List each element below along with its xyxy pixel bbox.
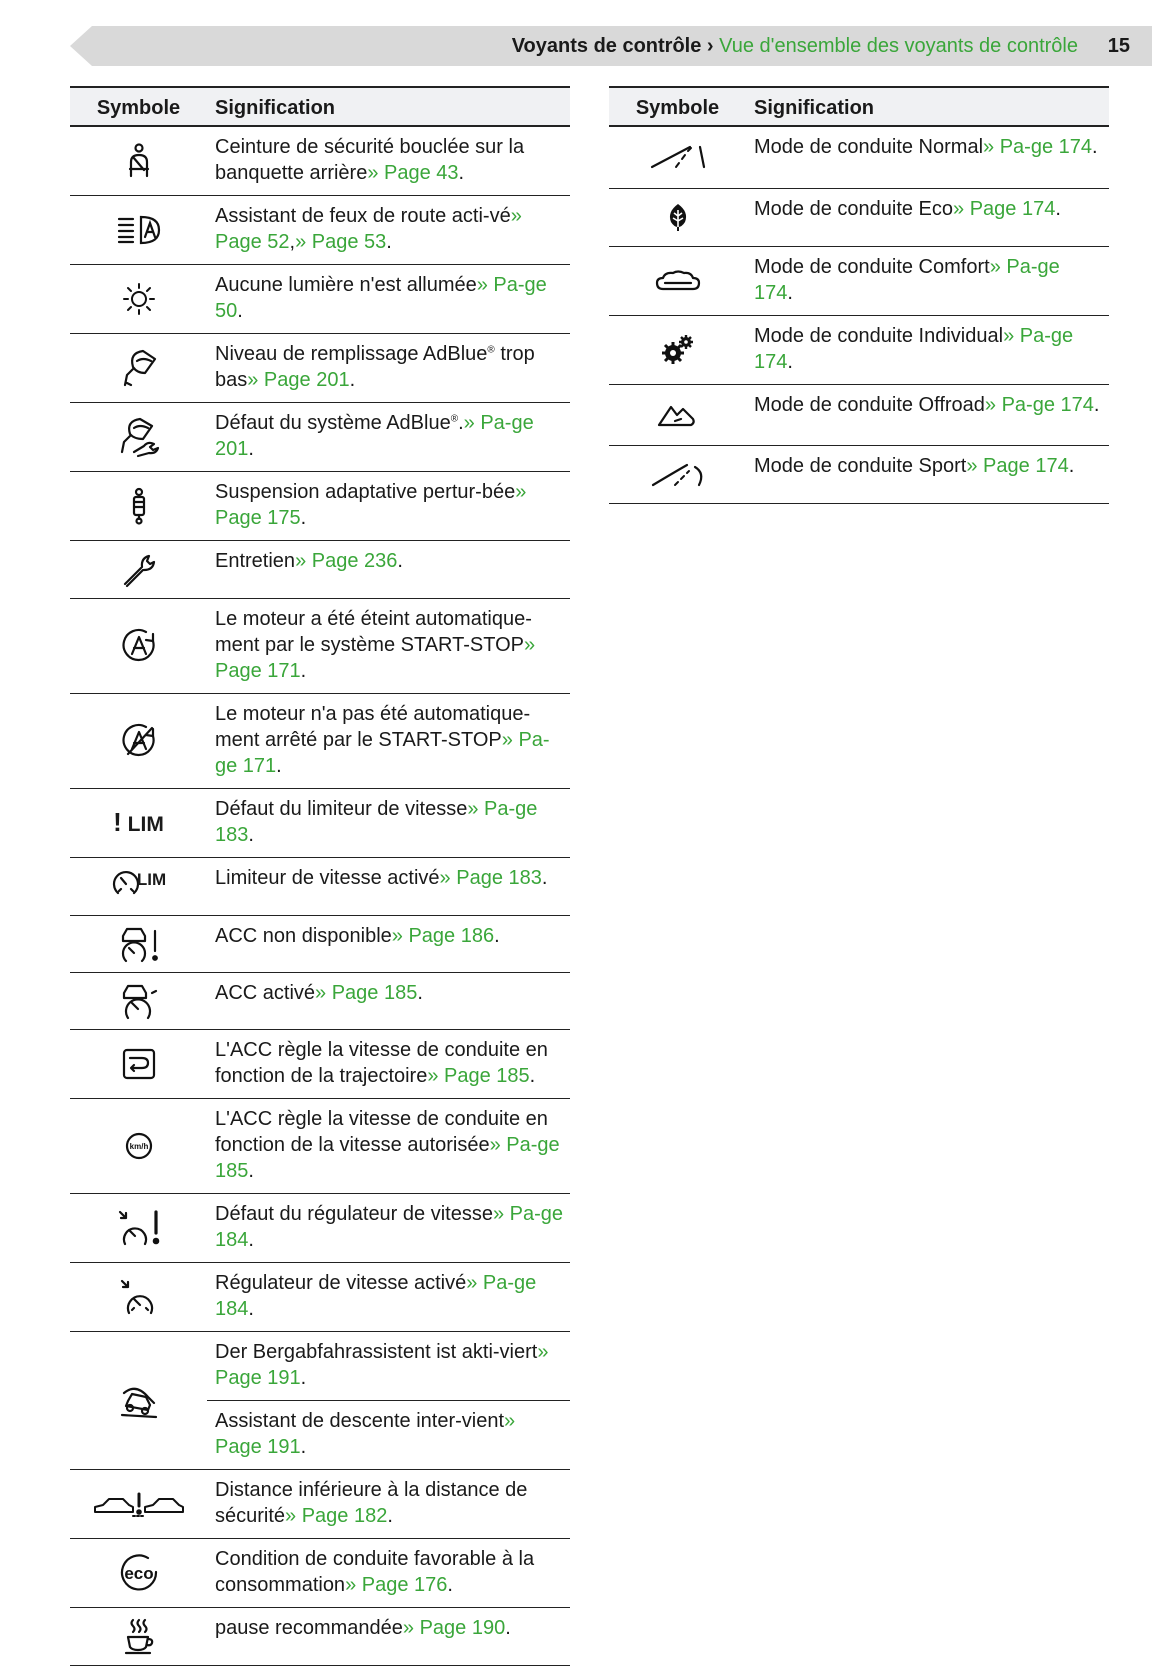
page-link[interactable]: » Pa-ge 50	[215, 274, 547, 322]
row-text: Ceinture de sécurité bouclée sur la banquette arrière	[215, 136, 525, 184]
row-text: Défaut du limiteur de vitesse	[215, 798, 468, 820]
row-text: Assistant de feux de route acti-vé	[215, 205, 511, 227]
drive-mode-sport-icon	[649, 459, 707, 489]
table-row	[70, 403, 570, 472]
table-row	[609, 315, 1109, 384]
table-row	[609, 246, 1109, 315]
breadcrumb-section[interactable]: Vue d'ensemble des voyants de contrôle	[719, 35, 1078, 57]
eco-icon	[118, 1554, 160, 1592]
row-text-end: .	[387, 1505, 393, 1527]
row-text-end: .	[397, 550, 403, 572]
row-text: Régulateur de vitesse activé	[215, 1272, 467, 1294]
breadcrumb-chapter[interactable]: Voyants de contrôle	[511, 35, 702, 57]
drive-mode-individual-icon	[661, 333, 695, 367]
row-text: .	[458, 412, 464, 434]
row-text: Aucune lumière n'est allumée	[215, 274, 477, 296]
column-header-symbol: Symbole	[70, 87, 207, 126]
column-header-meaning: Signification	[746, 87, 1109, 126]
row-text-end: .	[248, 824, 254, 846]
page-link[interactable]: » Page 43	[367, 162, 459, 184]
page-number: 15	[1107, 35, 1130, 57]
page-link[interactable]: » Pa-ge 174	[984, 393, 1094, 416]
table-row	[70, 858, 570, 916]
limiter-active-icon	[111, 867, 166, 899]
table-row	[70, 1030, 570, 1099]
page-link[interactable]: » Page 185	[315, 982, 418, 1004]
table-row	[70, 196, 570, 265]
table-row	[70, 1539, 570, 1608]
row-text: ACC non disponible	[215, 925, 392, 947]
indicator-table-right	[609, 86, 1109, 504]
table-row	[70, 265, 570, 334]
row-text-end: .	[300, 1436, 307, 1458]
registered-mark: ®	[487, 344, 495, 356]
table-row	[70, 1263, 570, 1332]
page-link[interactable]: » Page 176	[345, 1574, 448, 1596]
row-text-sep: ,	[289, 231, 296, 253]
page-link[interactable]: » Page 191	[215, 1410, 516, 1458]
row-text: Mode de conduite Eco	[754, 197, 954, 220]
acc-active-icon	[118, 981, 160, 1021]
row-text-end: .	[300, 507, 307, 529]
row-text: Le moteur a été éteint automatique-ment par le système START-STOP	[215, 608, 532, 656]
row-text: Der Bergabfahrassistent ist akti-viert	[215, 1341, 538, 1363]
row-text-end: .	[248, 1229, 254, 1251]
start-stop-off-icon	[120, 722, 158, 760]
breadcrumb	[512, 29, 1078, 63]
row-text-end: .	[300, 660, 307, 682]
row-text: Distance inférieure à la distance de sécurité	[215, 1479, 528, 1527]
row-text: Défaut du régulateur de vitesse	[215, 1203, 493, 1225]
row-text: Mode de conduite Individual	[754, 324, 1004, 347]
adblue-fault-icon	[116, 416, 162, 458]
table-row	[70, 1608, 570, 1666]
row-text: L'ACC règle la vitesse de conduite en fonction de la vitesse autorisée	[215, 1108, 548, 1156]
adblue-level-icon	[119, 347, 159, 389]
table-header-row	[609, 87, 1109, 126]
page-link[interactable]: » Page 190	[402, 1617, 506, 1639]
acc-speed-limit-icon	[124, 1131, 154, 1161]
page-link[interactable]: » Page 52	[215, 205, 522, 253]
acc-curve-icon	[122, 1048, 156, 1080]
kmh-label: km/h	[129, 1142, 148, 1151]
row-text-end: .	[300, 1367, 307, 1389]
table-row	[70, 1194, 570, 1263]
indicator-table-left	[70, 86, 570, 1666]
page-link[interactable]: » Page 185	[427, 1065, 530, 1087]
row-text-end: .	[1055, 197, 1061, 220]
table-row	[70, 1470, 570, 1539]
row-text-end: .	[1068, 454, 1075, 477]
row-text: pause recommandée	[215, 1617, 403, 1639]
row-text: Entretien	[215, 550, 296, 572]
row-text: Limiteur de vitesse activé	[215, 867, 440, 889]
row-text-end: .	[349, 369, 356, 391]
limiter-fault-icon	[113, 806, 164, 837]
table-row	[609, 384, 1109, 445]
acc-unavailable-icon	[117, 924, 161, 964]
table-row	[70, 973, 570, 1030]
page-link[interactable]: » Pa-ge 183	[215, 798, 538, 846]
adaptive-suspension-icon	[129, 487, 149, 525]
table-row	[70, 789, 570, 858]
page-link[interactable]: » Pa-ge 201	[215, 412, 534, 460]
row-text-end: .	[237, 300, 243, 322]
cruise-fault-icon	[116, 1208, 162, 1248]
column-header-meaning: Signification	[207, 87, 570, 126]
page-link[interactable]: » Pa-ge 174	[754, 255, 1060, 304]
drive-mode-normal-icon	[648, 143, 708, 171]
row-text: Défaut du système AdBlue	[215, 412, 451, 434]
row-text: Mode de conduite Offroad	[754, 393, 985, 416]
table-row	[609, 445, 1109, 503]
no-lights-icon	[121, 282, 157, 316]
table-row	[70, 126, 570, 196]
row-text-end: .	[458, 162, 465, 184]
row-text-end: .	[386, 231, 392, 253]
row-text-end: .	[505, 1617, 511, 1639]
table-row	[609, 126, 1109, 188]
row-text-end: .	[529, 1065, 536, 1087]
page-link[interactable]: » Pa-ge 184	[215, 1272, 537, 1320]
table-row	[70, 334, 570, 403]
table-header-row	[70, 87, 570, 126]
row-text-end: .	[417, 982, 423, 1004]
page-link[interactable]: » Page 186	[391, 925, 495, 947]
row-text: Le moteur n'a pas été automatique-ment arrêté par le START-STOP	[215, 703, 531, 751]
page-link[interactable]: » Page 174	[953, 197, 1056, 220]
page-link[interactable]: » Pa-ge 174	[754, 324, 1074, 373]
registered-mark: ®	[450, 413, 459, 425]
exclamation-mark: !	[113, 806, 122, 837]
page-link[interactable]: » Page 174	[966, 454, 1069, 477]
row-text-end: .	[276, 755, 282, 777]
drive-mode-offroad-icon	[657, 401, 699, 429]
table-row	[70, 541, 570, 599]
column-header-symbol: Symbole	[609, 87, 746, 126]
page-link[interactable]: » Pa-ge 171	[215, 729, 550, 777]
table-row	[70, 694, 570, 789]
start-stop-active-icon	[120, 627, 158, 665]
table-row	[70, 599, 570, 694]
table-row	[70, 916, 570, 973]
table-row	[70, 1332, 570, 1401]
row-text-end: .	[248, 438, 254, 460]
page-link[interactable]: » Page 191	[215, 1341, 549, 1389]
row-text: Suspension adaptative pertur-bée	[215, 481, 516, 503]
row-text: Mode de conduite Sport	[754, 454, 967, 477]
page-link[interactable]: » Page 182	[285, 1505, 388, 1527]
seatbelt-rear-icon	[122, 143, 156, 179]
row-text-end: .	[1092, 136, 1098, 158]
hill-descent-icon	[118, 1381, 160, 1421]
page-link[interactable]: » Page 236	[295, 550, 398, 572]
page-link[interactable]: » Page 171	[215, 634, 536, 682]
row-text: Mode de conduite Normal	[754, 136, 984, 158]
row-text-end: .	[248, 1298, 254, 1320]
lim-label: LIM	[136, 870, 167, 889]
row-text: Assistant de descente inter-vient	[215, 1410, 505, 1432]
row-text-end: .	[787, 350, 793, 373]
row-text-end: .	[787, 281, 793, 304]
row-text-end: .	[494, 925, 500, 947]
page-link[interactable]: » Page 53	[295, 231, 387, 253]
drive-mode-comfort-icon	[655, 269, 701, 293]
row-text: Niveau de remplissage AdBlue	[215, 343, 488, 365]
high-beam-assist-icon	[115, 214, 163, 246]
eco-label: eco	[123, 1564, 154, 1583]
page-link[interactable]: » Page 175	[215, 481, 527, 529]
row-text: Condition de conduite favorable à la consommation	[215, 1548, 535, 1596]
page-link[interactable]: » Pa-ge 174	[983, 136, 1092, 158]
lim-label: LIM	[127, 812, 164, 836]
distance-warning-icon	[93, 1490, 185, 1518]
row-text-end: .	[541, 867, 548, 889]
wrench-icon	[121, 552, 157, 588]
row-text: Mode de conduite Comfort	[754, 255, 990, 278]
row-text: trop bas	[215, 343, 535, 391]
drive-mode-eco-icon	[667, 202, 689, 232]
row-text: L'ACC règle la vitesse de conduite en fonction de la trajectoire	[215, 1039, 548, 1087]
row-text: ACC activé	[215, 982, 316, 1004]
page-link[interactable]: » Page 201	[247, 369, 350, 391]
cruise-active-icon	[118, 1277, 160, 1317]
coffee-cup-icon	[122, 1618, 156, 1656]
table-row	[609, 188, 1109, 246]
row-text-end: .	[1093, 393, 1100, 416]
page-link[interactable]: » Pa-ge 184	[215, 1203, 564, 1251]
page-link[interactable]: » Pa-ge 185	[215, 1134, 560, 1182]
row-text-end: .	[447, 1574, 453, 1596]
table-row	[70, 472, 570, 541]
table-row	[70, 1099, 570, 1194]
page-link[interactable]: » Page 183	[439, 867, 542, 889]
breadcrumb-separator: ›	[701, 35, 720, 57]
row-text-end: .	[248, 1160, 254, 1182]
